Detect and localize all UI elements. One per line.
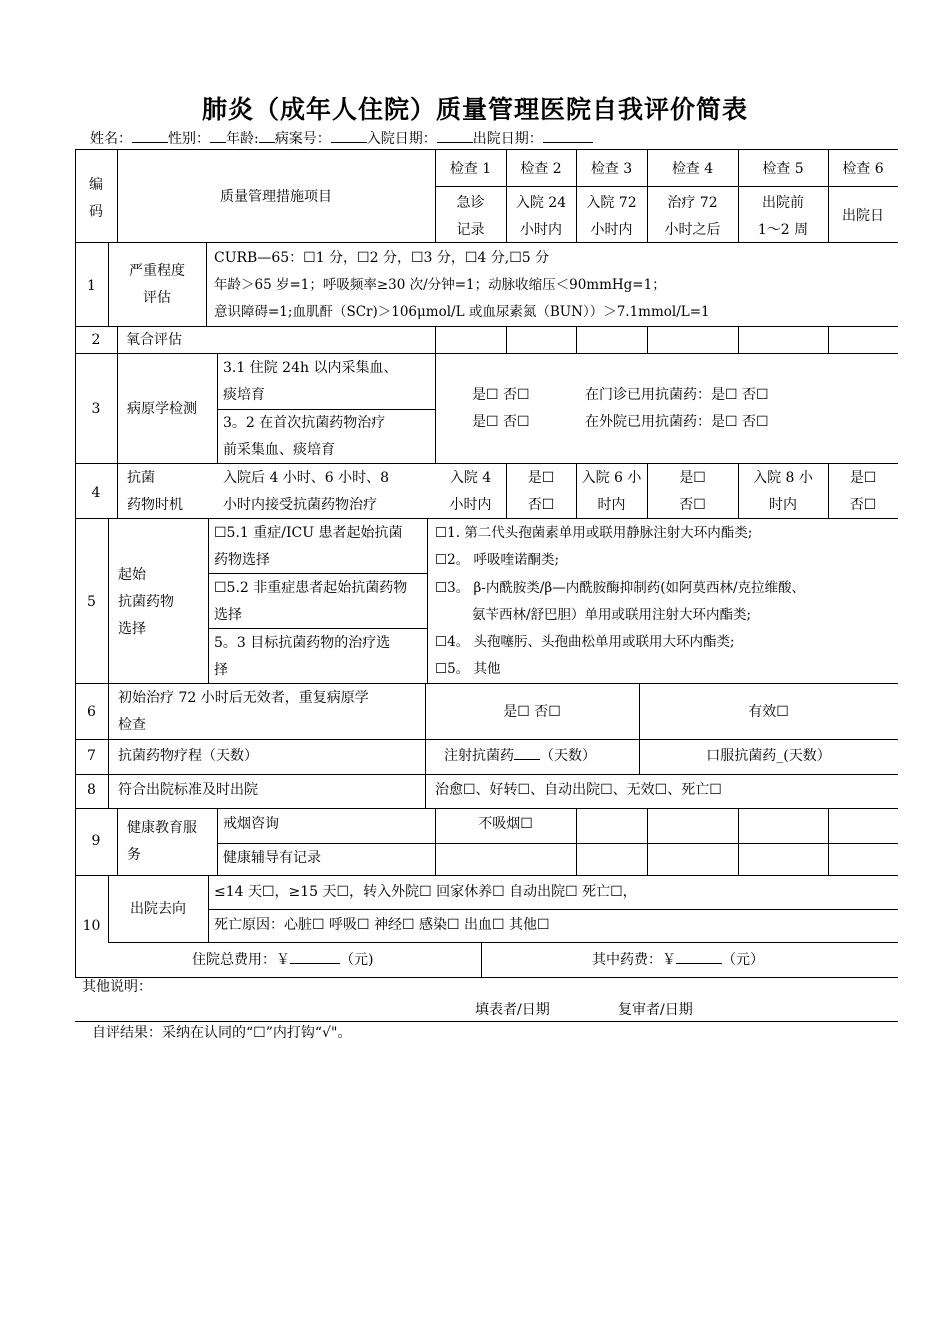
discharge-field[interactable] xyxy=(543,128,593,143)
curb65-lab-line: 意识障碍=1;血肌酐（SCr)＞106μmol/L 或血尿素氮（BUN））＞7.1mmol/L=1 xyxy=(214,304,710,320)
check-4-label: 检查 4 xyxy=(671,161,714,177)
row-1-name-line1: 严重程度 xyxy=(129,263,185,279)
gender-label: 性别： xyxy=(168,131,210,147)
regimen-option-2[interactable]: ☐2。 呼吸喹诺酮类; xyxy=(435,552,560,568)
total-cost-unit: （元) xyxy=(340,952,374,968)
curb65-score-line: CURB—65：☐1 分，☐2 分，☐3 分，☐4 分,☐5 分 xyxy=(214,250,550,266)
row-7-no: 7 xyxy=(87,748,96,764)
row-5-1-line2: 药物选择 xyxy=(214,552,270,568)
row-5-name-line2: 抗菌药物 xyxy=(118,594,174,610)
regimen-option-1[interactable]: ☐1. 第二代头孢菌素单用或联用静脉注射大环内酯类; xyxy=(435,525,753,541)
within-8h-no[interactable]: 否☐ xyxy=(849,497,877,513)
discharge-label: 出院日期： xyxy=(472,131,543,147)
row-5-name-line3: 选择 xyxy=(118,621,146,637)
gender-field[interactable] xyxy=(210,128,226,143)
non-smoker-check[interactable]: 不吸烟☐ xyxy=(478,816,533,832)
evaluation-note: 自评结果：采纳在认同的“☐”内打钩“√"。 xyxy=(92,1025,352,1041)
row-9-no: 9 xyxy=(91,833,101,849)
row-9-name-line1: 健康教育服 xyxy=(127,820,197,836)
row-2-name: 氧合评估 xyxy=(126,332,182,348)
row-8-name: 符合出院标准及时出院 xyxy=(118,782,258,798)
check-2-desc-line1: 入院 24 xyxy=(515,195,567,211)
check-1-label: 检查 1 xyxy=(449,161,492,177)
discharge-destination-line[interactable]: ≤14 天☐，≥15 天☐，转入外院☐ 回家休养☐ 自动出院☐ 死亡☐， xyxy=(214,884,637,900)
within-4h-no[interactable]: 否☐ xyxy=(527,497,555,513)
within-6h-yes[interactable]: 是☐ xyxy=(679,470,706,486)
row-5-3-line2: 择 xyxy=(214,662,228,678)
row-8-no: 8 xyxy=(87,782,96,798)
row-10-no: 10 xyxy=(82,918,101,934)
check-4-desc-line2: 小时之后 xyxy=(664,222,721,238)
within-4h-label-line2: 小时内 xyxy=(449,497,492,513)
check-6-desc: 出院日 xyxy=(842,208,884,224)
regimen-option-4[interactable]: ☐4。 头孢噻肟、头孢曲松单用或联用大环内酯类; xyxy=(435,634,735,650)
curb65-criteria-line: 年龄＞65 岁=1；呼吸频率≥30 次/分钟=1；动脉收缩压＜90mmHg=1； xyxy=(214,277,666,293)
row-5-1-line1[interactable]: ☐5.1 重症/ICU 患者起始抗菌 xyxy=(214,525,403,541)
check-1-desc-line2: 记录 xyxy=(456,222,485,238)
within-8h-yes[interactable]: 是☐ xyxy=(849,470,877,486)
row-6-answer[interactable]: 是☐ 否☐ xyxy=(503,704,561,720)
within-6h-no[interactable]: 否☐ xyxy=(679,497,706,513)
row-5-name-line1: 起始 xyxy=(118,567,146,583)
row-5-3-line1: 5。3 目标抗菌药物的治疗选 xyxy=(214,635,391,651)
within-6h-label-line2: 时内 xyxy=(597,497,626,513)
row-6-effective[interactable]: 有效☐ xyxy=(748,704,789,720)
row-7-name: 抗菌药物疗程（天数） xyxy=(118,748,258,764)
regimen-option-3-line1[interactable]: ☐3。 β-内酰胺类/β—内酰胺酶抑制药(如阿莫西林/克拉维酸、 xyxy=(435,580,806,596)
row-4-name-line1: 抗菌 xyxy=(127,470,155,486)
row-5-2-line1[interactable]: ☐5.2 非重症患者起始抗菌药物 xyxy=(214,580,408,596)
check-5-desc-line2: 1～2 周 xyxy=(757,222,809,238)
total-cost-label: 住院总费用：￥ xyxy=(192,952,290,968)
row-9-name-line2: 务 xyxy=(127,847,141,863)
filler-date: 填表者/日期 xyxy=(475,1002,550,1018)
row-6-name-line2: 检查 xyxy=(118,717,146,733)
row-3-name: 病原学检测 xyxy=(127,401,197,417)
total-cost-field[interactable] xyxy=(290,949,340,964)
within-4h-label-line1: 入院 4 xyxy=(449,470,492,486)
age-label: 年龄: xyxy=(226,131,259,147)
header-code: 编码 xyxy=(89,177,103,220)
drug-cost-field[interactable] xyxy=(676,949,722,964)
regimen-option-5[interactable]: ☐5。 其他 xyxy=(435,661,501,677)
injection-days-unit: （天数） xyxy=(540,748,596,764)
admit-field[interactable] xyxy=(437,128,473,143)
row-3-2-line2: 前采集血、痰培育 xyxy=(223,442,335,458)
row-5-2-line2: 选择 xyxy=(214,607,242,623)
drug-cost-unit: （元） xyxy=(722,952,764,968)
other-hospital-antibiotic-answer[interactable]: 在外院已用抗菌药：是☐ 否☐ xyxy=(585,414,769,430)
check-6-label: 检查 6 xyxy=(842,161,884,177)
death-cause-line[interactable]: 死亡原因：心脏☐ 呼吸☐ 神经☐ 感染☐ 出血☐ 其他☐ xyxy=(214,917,550,933)
regimen-option-3-line2: 氨苄西林/舒巴胆）单用或联用注射大环内酯类; xyxy=(472,607,752,623)
check-5-label: 检查 5 xyxy=(762,161,804,177)
row-6-name-line1: 初始治疗 72 小时后无效者，重复病原学 xyxy=(118,690,369,706)
row-3-1-line1: 3.1 住院 24h 以内采集血、 xyxy=(223,360,398,376)
drug-cost xyxy=(592,947,764,974)
injection-days-field[interactable] xyxy=(514,745,540,760)
check-2-desc-line2: 小时内 xyxy=(520,222,562,238)
check-4-desc-line1: 治疗 72 xyxy=(667,195,718,211)
row-4-desc-line1: 入院后 4 小时、6 小时、8 xyxy=(223,470,390,486)
admit-label: 入院日期： xyxy=(366,131,437,147)
row-3-2-answer[interactable]: 是☐ 否☐ xyxy=(472,414,530,430)
health-guidance: 健康辅导有记录 xyxy=(223,850,321,866)
header-item: 质量管理措施项目 xyxy=(220,189,332,205)
check-5-desc-line1: 出院前 xyxy=(762,195,804,211)
row-1-no: 1 xyxy=(87,278,96,294)
outpatient-antibiotic-answer[interactable]: 在门诊已用抗菌药：是☐ 否☐ xyxy=(585,387,769,403)
name-field[interactable] xyxy=(132,128,168,143)
row-4-name-line2: 药物时机 xyxy=(127,497,183,513)
record-label: 病案号： xyxy=(274,131,331,147)
other-notes-label: 其他说明： xyxy=(82,979,152,995)
within-6h-label-line1: 入院 6 小 xyxy=(581,470,642,486)
row-10-name: 出院去向 xyxy=(130,901,186,917)
oral-days[interactable]: 口服抗菌药_(天数） xyxy=(706,748,831,764)
row-3-1-answer[interactable]: 是☐ 否☐ xyxy=(472,387,530,403)
within-4h-yes[interactable]: 是☐ xyxy=(527,470,555,486)
record-field[interactable] xyxy=(331,128,367,143)
row-2-no: 2 xyxy=(91,332,101,348)
within-8h-label-line1: 入院 8 小 xyxy=(753,470,813,486)
check-3-desc-line2: 小时内 xyxy=(590,222,633,238)
check-3-desc-line1: 入院 72 xyxy=(586,195,637,211)
drug-cost-label: 其中药费：￥ xyxy=(592,952,676,968)
within-8h-label-line2: 时内 xyxy=(769,497,797,513)
row-5-no: 5 xyxy=(87,594,96,610)
row-6-no: 6 xyxy=(87,704,96,720)
patient-info-line xyxy=(90,128,593,148)
row-3-no: 3 xyxy=(91,401,101,417)
check-1-desc-line1: 急诊 xyxy=(456,195,485,211)
row-4-no: 4 xyxy=(91,485,101,501)
total-cost xyxy=(192,947,373,974)
name-label: 姓名： xyxy=(90,131,132,147)
row-3-1-line2: 痰培育 xyxy=(223,387,265,403)
check-2-label: 检查 2 xyxy=(520,161,562,177)
check-3-label: 检查 3 xyxy=(590,161,633,177)
injection-days xyxy=(444,743,596,770)
age-field[interactable] xyxy=(259,128,275,143)
injection-days-label: 注射抗菌药 xyxy=(444,748,514,764)
row-3-2-line1: 3。2 在首次抗菌药物治疗 xyxy=(223,415,386,431)
reviewer-date: 复审者/日期 xyxy=(618,1002,693,1018)
row-1-name-line2: 评估 xyxy=(143,290,171,306)
discharge-outcome[interactable]: 治愈☐、好转☐、自动出院☐、无效☐、死亡☐ xyxy=(435,782,722,798)
smoking-counsel: 戒烟咨询 xyxy=(223,816,279,832)
row-4-desc-line2: 小时内接受抗菌药物治疗 xyxy=(223,497,377,513)
page-title: 肺炎（成年人住院）质量管理医院自我评价简表 xyxy=(201,95,748,124)
